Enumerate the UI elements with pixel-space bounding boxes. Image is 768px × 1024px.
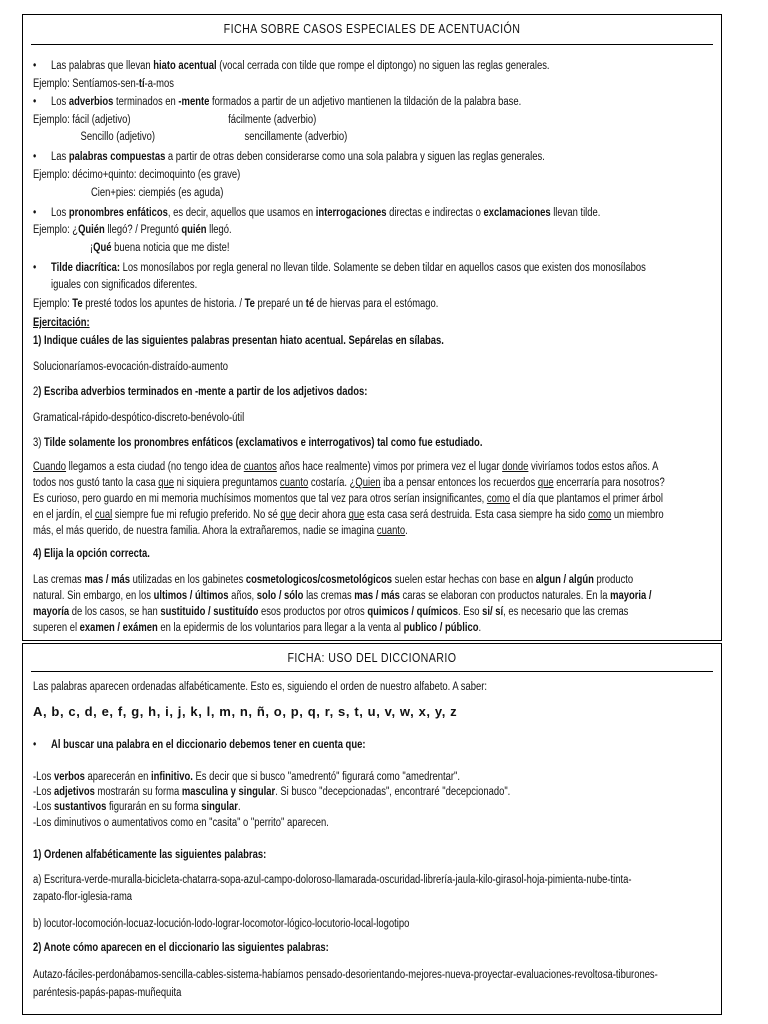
example-adverbios-1: Ejemplo: fácil (adjetivo) fácilmente (adverbio) <box>33 114 317 126</box>
alphabet: A, b, c, d, e, f, g, h, i, j, k, l, m, n, ñ, o, p, q, r, s, t, u, v, w, x, y, z <box>33 704 458 719</box>
exercise-3-line-4: en el jardín, el cual siempre fue mi refugio preferido. No sé que decir ahora que esta casa será destruida. Esta casa siempre ha sido como un miembro <box>33 509 664 521</box>
example-adverbios-2: Sencillo (adjetivo) sencillamente (adverbio) <box>80 131 348 143</box>
exercise-3-line-2: todos nos gustó tanto la casa que ni siquiera preguntamos cuanto costaría. ¿Quien iba a pensar entonces los recuerdos que encerraría para nosotros? <box>33 477 665 489</box>
exercise-1-words: Solucionaríamos-evocación-distraído-aumento <box>33 361 228 373</box>
rule-enfaticos: • Los pronombres enfáticos, es decir, aquellos que usamos en interrogaciones directas e indirectas o exclamaciones llevan tilde. <box>33 207 601 219</box>
exercise-3-line-3: Es curioso, pero guardo en mi memoria muchísimos momentos que tal vez para otros serían insignificantes, como el día que plantamos el primer árbol <box>33 493 664 505</box>
rule-diminutivos: -Los diminutivos o aumentativos como en "casita" o "perrito" aparecen. <box>33 817 329 829</box>
title-divider <box>31 671 713 672</box>
rule-adverbios: • Los adverbios terminados en -mente formados a partir de un adjetivo mantienen la tildación de la palabra base. <box>33 96 522 108</box>
dictionary-intro: Las palabras aparecen ordenadas alfabéticamente. Esto es, siguiendo el orden de nuestro alfabeto. A saber: <box>33 681 488 693</box>
example-diacritica: Ejemplo: Te presté todos los apuntes de historia. / Te preparé un té de hiervas para el estómago. <box>33 298 439 310</box>
exercise-4-line-2: natural. Sin embargo, en los ultimos / últimos años, solo / sólo las cremas mas / más caras se elaboran con productos naturales. En la mayoria / <box>33 590 652 602</box>
dictionary-exercise-2-words-cont: paréntesis-papás-papas-muñequita <box>33 987 182 999</box>
rule-diacritica: • Tilde diacrítica: Los monosílabos por regla general no llevan tilde. Solamente se deben tildar en aquellos casos que existen dos monosílabos <box>33 262 646 274</box>
exercise-4-line-3: mayoría de los casos, se han sustituido / sustituído esos productos por otros quimicos / químicos. Eso si/ sí, es necesario que las cremas <box>33 606 629 618</box>
example-enfaticos-2: ¡Qué buena noticia que me diste! <box>90 242 230 254</box>
exercise-1-title: 1) Indique cuáles de las siguientes palabras presentan hiato acentual. Sepárelas en sílabas. <box>33 335 444 347</box>
exercise-2-title: 2) Escriba adverbios terminados en -mente a partir de los adjetivos dados: <box>33 386 368 398</box>
exercise-4-line-4: superen el examen / exámen en la epidermis de los voluntarios para llegar a la venta al publico / público. <box>33 622 482 634</box>
ficha-diccionario <box>22 643 722 1015</box>
title-divider <box>31 44 713 45</box>
example-compuestas-2: Cien+pies: ciempiés (es aguda) <box>91 187 224 199</box>
ejercitacion-heading: Ejercitación: <box>33 317 90 329</box>
rule-diacritica-cont: iguales con significados diferentes. <box>51 279 198 291</box>
bullet-icon: • <box>33 60 37 72</box>
dictionary-exercise-1-b: b) locutor-locomoción-locuaz-locución-lodo-lograr-locomotor-lógico-locutorio-local-logotipo <box>33 918 410 930</box>
rule-hiato: • Las palabras que llevan hiato acentual (vocal cerrada con tilde que rompe el diptongo) no siguen las reglas generales. <box>33 60 550 72</box>
bullet-icon: • <box>33 207 37 219</box>
ficha-acentuacion <box>22 14 722 641</box>
example-enfaticos-1: Ejemplo: ¿Quién llegó? / Preguntó quién llegó. <box>33 224 232 236</box>
example-compuestas-1: Ejemplo: décimo+quinto: decimoquinto (es grave) <box>33 169 241 181</box>
dictionary-exercise-1-a: a) Escritura-verde-muralla-bicicleta-chatarra-sopa-azul-campo-doloroso-llamarada-oscuridad-librería-jaula-kilo-girasol-hoja-pimienta-nube-tinta- <box>33 874 632 886</box>
bullet-icon: • <box>33 739 37 751</box>
dictionary-exercise-2-title: 2) Anote cómo aparecen en el diccionario las siguientes palabras: <box>33 942 329 954</box>
rule-compuestas: • Las palabras compuestas a partir de otras deben considerarse como una sola palabra y siguen las reglas generales. <box>33 151 545 163</box>
tener-en-cuenta: • Al buscar una palabra en el diccionario debemos tener en cuenta que: <box>33 739 366 751</box>
bullet-icon: • <box>33 151 37 163</box>
rule-adjetivos: -Los adjetivos mostrarán su forma masculina y singular. Si busco "decepcionadas", encontraré "decepcionado". <box>33 786 511 798</box>
rule-sustantivos: -Los sustantivos figurarán en su forma singular. <box>33 801 241 813</box>
exercise-3-line-1: Cuando llegamos a esta ciudad (no tengo idea de cuantos años hace realmente) vimos por primera vez el lugar donde viviríamos todos estos años. A <box>33 461 659 473</box>
dictionary-exercise-2-words: Autazo-fáciles-perdonábamos-sencilla-cables-sistema-habíamos pensado-desorientando-mejores-nueva-proyectar-evaluaciones-revoltosa-tiburones- <box>33 969 658 981</box>
exercise-2-words: Gramatical-rápido-despótico-discreto-benévolo-útil <box>33 412 245 424</box>
example-hiato: Ejemplo: Sentíamos-sen-tí-a-mos <box>33 78 174 90</box>
dictionary-exercise-1-a-cont: zapato-flor-iglesia-rama <box>33 891 133 903</box>
ficha-diccionario-title: FICHA: USO DEL DICCIONARIO <box>287 650 457 665</box>
bullet-icon: • <box>33 96 37 108</box>
rule-verbos: -Los verbos aparecerán en infinitivo. Es decir que si busco "amedrentó" figurará como "amedrentar". <box>33 771 460 783</box>
dictionary-exercise-1-title: 1) Ordenen alfabéticamente las siguientes palabras: <box>33 849 267 861</box>
ficha-acentuacion-title: FICHA SOBRE CASOS ESPECIALES DE ACENTUACIÓN <box>223 21 521 36</box>
exercise-3-line-5: más, el más querido, de nuestra familia. Ahora la extrañaremos, nadie se imagina cuanto. <box>33 525 408 537</box>
exercise-4-title: 4) Elija la opción correcta. <box>33 548 150 560</box>
bullet-icon: • <box>33 262 37 274</box>
exercise-3-title: 3) Tilde solamente los pronombres enfáticos (exclamativos e interrogativos) tal como fue estudiado. <box>33 437 483 449</box>
exercise-4-line-1: Las cremas mas / más utilizadas en los gabinetes cosmetologicos/cosmetológicos suelen estar hechas con base en algun / algún producto <box>33 574 634 586</box>
